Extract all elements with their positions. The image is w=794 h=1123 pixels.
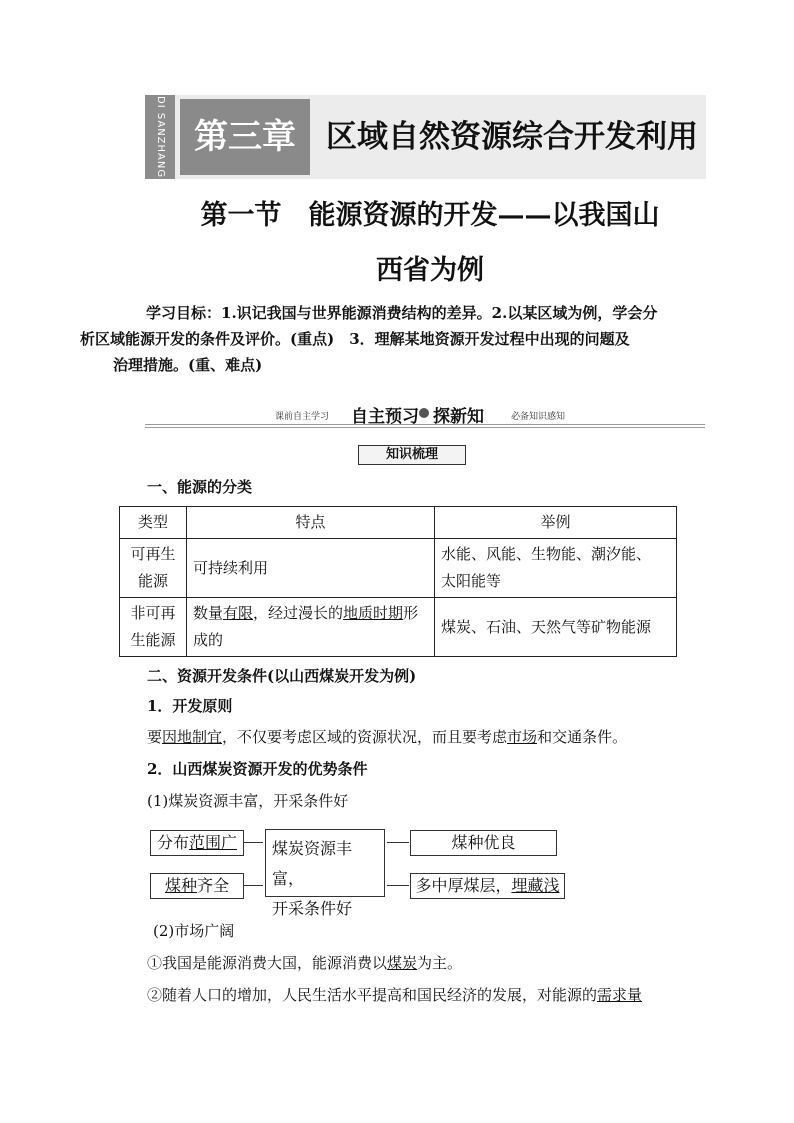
table-cell: 水能、风能、生物能、潮汐能、 太阳能等: [435, 539, 677, 598]
diagram-box-types: 煤种齐全: [150, 873, 244, 899]
goals-line1: 1.识记我国与世界能源消费结构的差异。2.以某区域为例，学会分: [221, 304, 658, 322]
sub-advantages: 2．山西煤炭资源开发的优势条件: [147, 760, 368, 778]
table-row: [120, 598, 677, 657]
table-cell: 煤炭、石油、天然气等矿物能源: [435, 598, 677, 657]
chapter-title: 区域自然资源综合开发利用: [326, 119, 698, 155]
goals-line3: 治理措施。(重、难点): [113, 356, 263, 374]
table-header: 类型: [120, 507, 187, 539]
table-header: 特点: [187, 507, 435, 539]
table-header: 举例: [435, 507, 677, 539]
goals-label: 学习目标：: [146, 304, 222, 322]
table-row: [120, 539, 677, 598]
knowledge-tag: 知识梳理: [358, 445, 466, 465]
diagram-connector: [243, 842, 263, 843]
diagram-connector: [387, 885, 409, 886]
energy-table: [119, 506, 677, 657]
preview-left-label: 课前自主学习: [275, 412, 330, 422]
diagram-box-quality: 煤种优良: [410, 830, 557, 856]
market-item-1: ①我国是能源消费大国，能源消费以煤炭为主。: [147, 954, 463, 972]
preview-bar: [145, 400, 705, 428]
market-item-2: ②随着人口的增加，人民生活水平提高和国民经济的发展，对能源的需求量: [147, 986, 643, 1004]
preview-main2: 探新知: [433, 407, 484, 427]
preview-right-label: 必备知识感知: [511, 412, 566, 422]
diagram-connector: [243, 885, 263, 886]
table-cell: 可持续利用: [187, 539, 435, 598]
goals-line2: 析区域能源开发的条件及评价。(重点) 3．理解某地资源开发过程中出现的问题及: [80, 330, 630, 348]
table-cell: 非可再 生能源: [120, 598, 187, 657]
preview-main1: 自主预习: [351, 407, 419, 427]
diagram-box-seams: 多中厚煤层，埋藏浅: [410, 873, 565, 899]
diagram-connector: [387, 842, 409, 843]
learning-goals: [80, 300, 693, 378]
principle-text: 要因地制宜，不仅要考虑区域的资源状况，而且要考虑市场和交通条件。: [147, 728, 628, 746]
heading-development-conditions: 二、资源开发条件(以山西煤炭开发为例): [147, 667, 417, 685]
table-header-row: [120, 507, 677, 539]
section-title-line2: 西省为例: [376, 255, 484, 286]
chapter-side-tag: DI SANZHANG: [145, 95, 175, 179]
diagram-box-distribution: 分布范围广: [150, 830, 244, 856]
sub-market: (2)市场广阔: [153, 922, 235, 940]
sub-advantage-1: (1)煤炭资源丰富，开采条件好: [147, 792, 349, 810]
chapter-label: 第三章: [180, 99, 310, 175]
sub-principle: 1．开发原则: [147, 697, 233, 715]
table-cell: 数量有限，经过漫长的地质时期形 成的: [187, 598, 435, 657]
diagram-center-box: 煤炭资源丰富， 开采条件好: [265, 829, 385, 897]
section-title-line1: 第一节 能源资源的开发——以我国山: [200, 200, 660, 231]
arrow-dot-icon: [419, 408, 429, 418]
heading-energy-classification: 一、能源的分类: [147, 478, 253, 496]
table-cell: 可再生 能源: [120, 539, 187, 598]
